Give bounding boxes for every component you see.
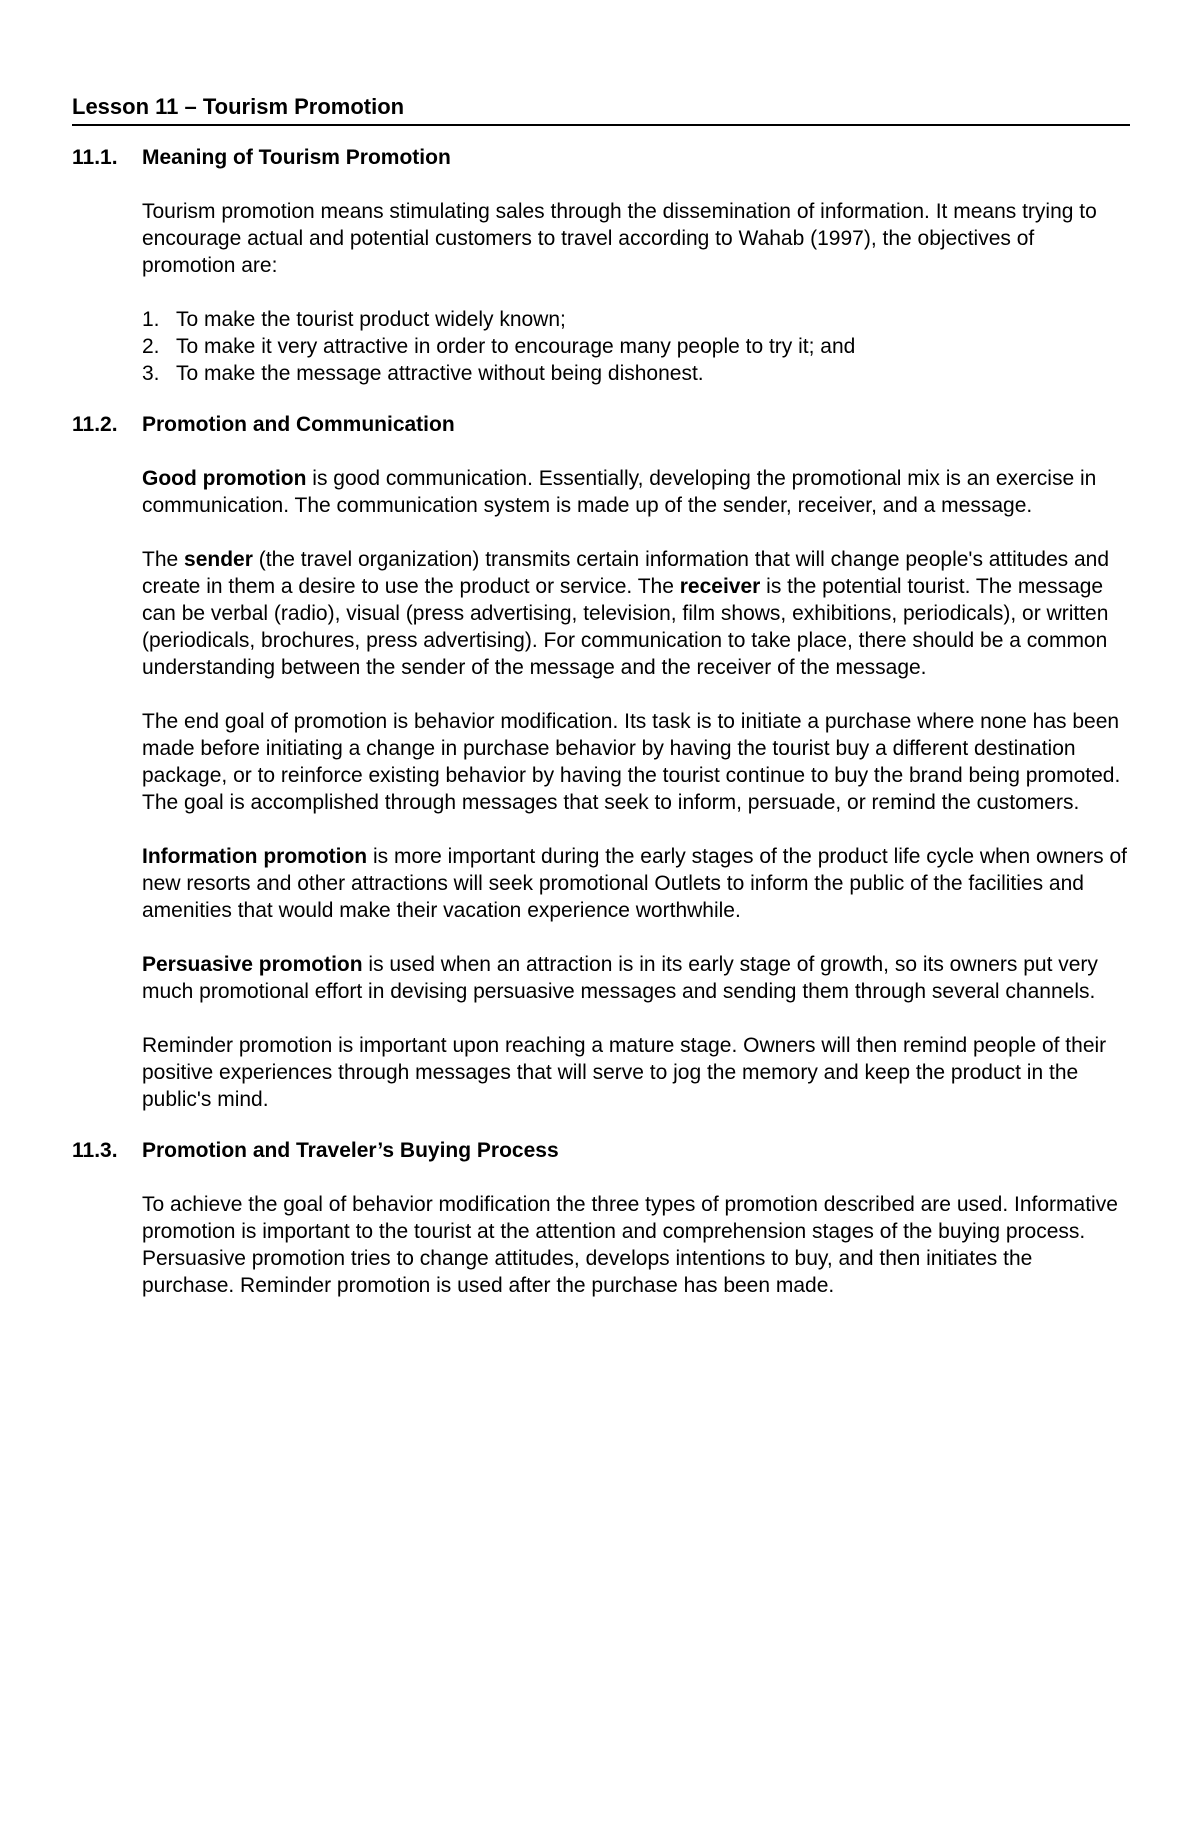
section-11-2 — [72, 411, 1130, 1113]
bold-term: sender — [184, 548, 253, 571]
section-heading — [72, 144, 1130, 172]
paragraph-text: The — [142, 548, 185, 571]
paragraph: The end goal of promotion is behavior modification. Its task is to initiate a purchase where none has been made before initiating a change in purchase behavior by having the tourist buy a different destination package, or to reinforce existing behavior by having the tourist continue to buy the brand being promoted. The goal is accomplished through messages that seek to inform, persuade, or remind the customers. — [142, 710, 1121, 814]
objectives-list — [142, 306, 1130, 387]
paragraph: To achieve the goal of behavior modification the three types of promotion described are used. Informative promotion is important to the tourist at the attention and comprehension stages of the buying process. Persuasive promotion tries to change attitudes, develops intentions to buy, and then initiates the purchase. Reminder promotion is used after the purchase has been made. — [142, 1193, 1118, 1297]
paragraph: Tourism promotion means stimulating sales through the dissemination of information. It means trying to encourage actual and potential customers to travel according to Wahab (1997), the objectives of promotion are: — [142, 200, 1097, 277]
section-title: Promotion and Communication — [142, 413, 455, 436]
list-item-number: 2. — [142, 335, 160, 358]
list-item-text: To make the message attractive without being dishonest. — [176, 362, 704, 385]
list-item-text: To make it very attractive in order to encourage many people to try it; and — [176, 335, 856, 358]
paragraph-text: is more important during the early stages of the product life cycle when owners of new resorts and other attractions will seek promotional Outlets to inform the public of the facilities and amenities that would make their vacation experience worthwhile. — [142, 845, 1128, 922]
paragraph-text: is used when an attraction is in its early stage of growth, so its owners put very much promotional effort in devising persuasive messages and sending them through several channels. — [142, 953, 1098, 1003]
bold-term: Information promotion — [142, 845, 368, 868]
document-page — [72, 92, 1130, 1299]
bold-term: Good promotion — [142, 467, 307, 490]
list-item-number: 3. — [142, 362, 160, 385]
lesson-title: Lesson 11 – Tourism Promotion — [72, 92, 1130, 126]
section-number: 11.1. — [72, 146, 118, 169]
list-item — [142, 306, 1130, 333]
section-body — [142, 465, 1130, 1113]
section-number: 11.3. — [72, 1139, 118, 1162]
section-body — [142, 1191, 1130, 1299]
list-item — [142, 333, 1130, 360]
bold-term: Persuasive promotion — [142, 953, 363, 976]
section-heading — [72, 411, 1130, 439]
paragraph — [142, 465, 1130, 519]
bold-term: receiver — [679, 575, 761, 598]
paragraph-text: is good communication. Essentially, developing the promotional mix is an exercise in communication. The communication system is made up of the sender, receiver, and a message. — [142, 467, 1097, 517]
section-title: Meaning of Tourism Promotion — [142, 146, 451, 169]
list-item — [142, 360, 1130, 387]
paragraph — [142, 951, 1130, 1005]
section-body — [142, 198, 1130, 387]
paragraph — [142, 546, 1130, 681]
section-heading — [72, 1137, 1130, 1165]
list-item-number: 1. — [142, 308, 160, 331]
paragraph-text: is the potential tourist. The message can be verbal (radio), visual (press advertising, television, film shows, exhibitions, periodicals), or written (periodicals, brochures, press advertising). For communication to take place, there should be a common understanding between the sender of the message and the receiver of the message. — [142, 575, 1109, 679]
paragraph: Reminder promotion is important upon reaching a mature stage. Owners will then remind people of their positive experiences through messages that will serve to jog the memory and keep the product in the public's mind. — [142, 1034, 1107, 1111]
list-item-text: To make the tourist product widely known; — [176, 308, 566, 331]
paragraph-text: (the travel organization) transmits certain information that will change people's attitudes and create in them a desire to use the product or service. The — [142, 548, 1110, 598]
section-title: Promotion and Traveler’s Buying Process — [142, 1139, 559, 1162]
section-number: 11.2. — [72, 413, 118, 436]
section-11-3 — [72, 1137, 1130, 1299]
paragraph — [142, 843, 1130, 924]
section-11-1 — [72, 144, 1130, 387]
